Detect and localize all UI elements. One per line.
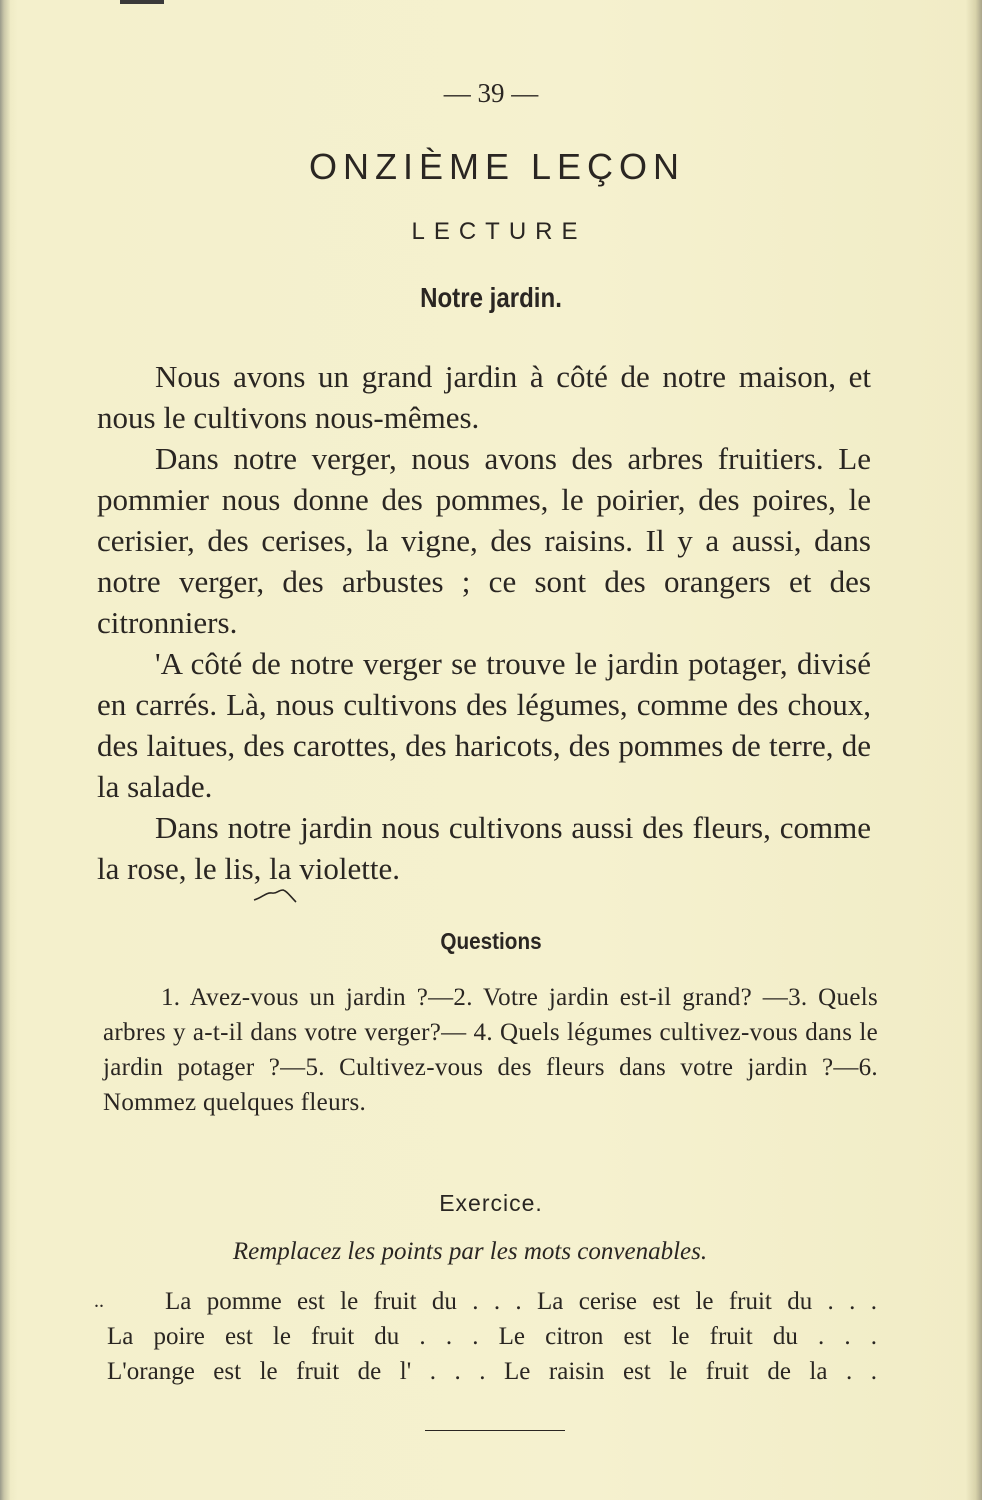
exercise-line: La pomme est le fruit du . . . La cerise est le fruit du . . . xyxy=(165,1288,877,1315)
questions-title: Questions xyxy=(440,928,542,954)
reading-title: Notre jardin. xyxy=(420,282,562,313)
page-number: — 39 — xyxy=(443,78,539,108)
flourish-ornament xyxy=(250,884,300,906)
reading-paragraph: Nous avons un grand jardin à côté de notre maison, et nous le cultivons nous-mêmes. xyxy=(97,359,871,435)
closing-rule xyxy=(425,1430,565,1431)
exercise-lead-dots: .. xyxy=(94,1290,104,1312)
questions-text: 1. Avez-vous un jardin ?—2. Votre jardin est-il grand? —3. Quels arbres y a-t-il dans votre verger?— 4. Quels légumes cultivez-vous dans le jardin potager ?—5. Cultivez-vous des fleurs dans votre jardin ?—6. Nommez quelques fleurs. xyxy=(103,984,878,1116)
exercise-line: La poire est le fruit du . . . Le citron est le fruit du . . . xyxy=(107,1323,877,1350)
reading-paragraph: Dans notre verger, nous avons des arbres fruitiers. Le pommier nous donne des pommes, le poirier, des poires, le cerisier, des cerises, la vigne, des raisins. Il y a aussi, dans notre verger, des arbustes ; ce sont des orangers et des citronniers. xyxy=(97,441,871,640)
exercise-line: L'orange est le fruit de l' . . . Le raisin est le fruit de la . . xyxy=(107,1358,877,1385)
top-ink-mark xyxy=(120,0,164,4)
exercise-title: Exercice. xyxy=(439,1190,543,1216)
exercise-lines xyxy=(107,1284,877,1389)
reading-text xyxy=(97,356,871,889)
section-title: LECTURE xyxy=(411,218,587,245)
reading-paragraph: Dans notre jardin nous cultivons aussi des fleurs, comme la rose, le lis, la violette. xyxy=(97,810,871,886)
lesson-title: ONZIÈME LEÇON xyxy=(308,146,686,187)
reading-paragraph: 'A côté de notre verger se trouve le jardin potager, divisé en carrés. Là, nous cultivons des légumes, comme des choux, des laitues, des carottes, des haricots, des pommes de terre, de la salade. xyxy=(97,646,871,804)
exercise-instruction: Remplacez les points par les mots convenables. xyxy=(232,1238,708,1265)
